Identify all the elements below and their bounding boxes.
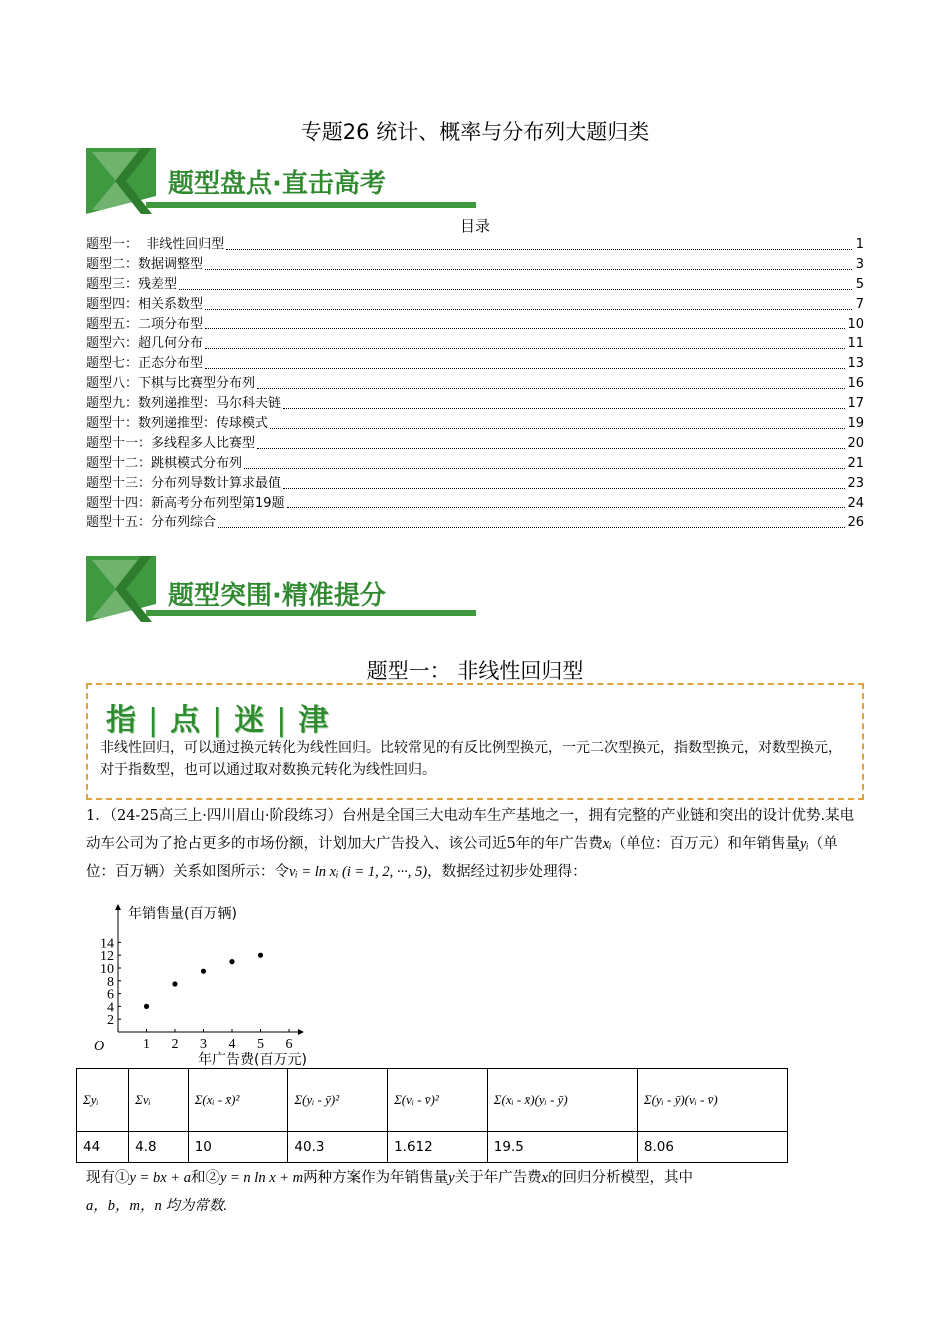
toc-page: 10: [847, 316, 864, 332]
tip-title: 指 | 点 | 迷 | 津: [106, 703, 331, 738]
toc-entry[interactable]: [86, 334, 864, 354]
toc-label: 题型十一：多线程多人比赛型: [86, 435, 256, 451]
toc-leader: [179, 289, 852, 290]
sum-expression: Σ(yᵢ - ȳ)(vᵢ - v̄): [643, 1091, 718, 1107]
toc-label: 题型一： 非线性回归型: [86, 236, 225, 252]
toc-page: 26: [847, 515, 864, 531]
table-cell: 10: [188, 1132, 288, 1163]
toc-entry[interactable]: [86, 394, 864, 414]
toc-entry[interactable]: [86, 434, 864, 454]
toc-label: 题型十四：新高考分布列型第19题: [86, 495, 285, 511]
toc-entry[interactable]: [86, 374, 864, 394]
y-tick-label: 10: [100, 962, 114, 977]
sum-expression: Σ(xᵢ - x̄)(yᵢ - ȳ): [493, 1091, 568, 1107]
toc-page: 19: [847, 416, 864, 431]
problem-text: ，数据经过初步处理得：: [427, 864, 587, 880]
toc-leader: [283, 488, 845, 489]
toc-label: 题型六：超几何分布: [86, 336, 204, 352]
toc-page: 3: [855, 256, 864, 272]
problem-text: （单位：百万元）和年销售量: [611, 836, 800, 852]
toc-entry[interactable]: [86, 494, 864, 514]
problem-text: 关于年广告费: [454, 1170, 542, 1186]
problem-text: 和②: [190, 1170, 220, 1186]
y-tick-label: 14: [100, 936, 114, 952]
toc-entry[interactable]: [86, 315, 864, 335]
banner1-text: 题型盘点·直击高考: [168, 169, 386, 199]
toc-entry[interactable]: [86, 295, 864, 315]
math-x: x: [541, 1170, 549, 1186]
x-tick-label: 2: [171, 1037, 179, 1052]
table-header-row: [77, 1069, 788, 1132]
math-xi: xᵢ: [602, 836, 612, 852]
toc-page: 21: [847, 455, 864, 471]
y-tick-label: 4: [107, 1000, 114, 1016]
toc-label: 题型七：正态分布型: [86, 356, 204, 372]
toc-entry[interactable]: [86, 414, 864, 434]
toc-page: 13: [847, 356, 864, 372]
sum-expression: Σ(xᵢ - x̄)²: [194, 1091, 240, 1107]
x-tick-label: 4: [228, 1037, 236, 1052]
toc-label: 题型四：相关系数型: [86, 296, 204, 312]
y-axis-label: 年销售量(百万辆): [128, 906, 237, 922]
math-model-2: y = n ln x + m: [219, 1170, 304, 1186]
toc-heading: 目录: [459, 217, 490, 235]
toc-leader: [205, 328, 845, 329]
tip-char: 指: [106, 703, 138, 738]
toc-entry[interactable]: [86, 474, 864, 494]
problem-constants: a，b，m，n 均为常数.: [86, 1198, 227, 1214]
tip-text: 非线性回归，可以通过换元转化为线性回归。比较常见的有反比例型换元，一元二次型换元，指数型换元，对数型换元，对于指数型，也可以通过取对数换元转化为线性回归。: [100, 740, 842, 778]
toc-leader: [257, 388, 845, 389]
x-axis-label: 年广告费(百万元): [198, 1052, 307, 1068]
toc-label: 题型十：数列递推型：传球模式: [86, 416, 269, 431]
tip-char: 迷: [234, 703, 267, 738]
document-title: 专题26 统计、概率与分布列大题归类: [300, 120, 650, 144]
y-tick-label: 2: [107, 1013, 114, 1029]
problem-text: 1．（24-25高三上·四川眉山·阶段练习）台州是全国三大电动车生产基地之一，拥有完整的产业链和突出的设计优势.某电动车公司为了抢占更多的市场份额，计划加大广告投入、该公司近5年的年广告费: [86, 808, 855, 852]
toc-leader: [244, 468, 845, 469]
problem-text: 现有①: [86, 1170, 130, 1186]
math-model-1: y = bx + a: [129, 1170, 191, 1186]
table-header-cell: [388, 1069, 488, 1132]
toc-label: 题型十二：跳棋模式分布列: [86, 455, 243, 471]
sum-expression: Σ(vᵢ - v̄)²: [394, 1091, 439, 1107]
problem-statement: [86, 802, 864, 886]
y-tick-label: 8: [107, 974, 114, 990]
table-header-cell: [129, 1069, 189, 1132]
toc-leader: [205, 269, 852, 270]
toc-page: 1: [855, 236, 864, 252]
tip-char: 点: [170, 703, 203, 738]
toc-entry[interactable]: [86, 354, 864, 374]
x-tick-label: 1: [143, 1037, 150, 1052]
toc-label: 题型九：数列递推型：马尔科夫链: [86, 396, 282, 412]
data-point: [258, 953, 263, 958]
toc-leader: [205, 309, 852, 310]
toc-leader: [283, 408, 845, 409]
x-tick-label: 6: [285, 1037, 293, 1052]
sum-expression: Σ(yᵢ - ȳ)²: [294, 1091, 340, 1107]
toc-label: 题型三：残差型: [86, 276, 178, 292]
toc-page: 7: [855, 296, 864, 312]
problem-text: 两种方案作为年销售量: [303, 1170, 449, 1186]
statistics-table: [76, 1068, 788, 1163]
table-cell: 40.3: [288, 1132, 388, 1163]
math-yi: yᵢ: [799, 836, 809, 852]
toc-leader: [270, 428, 845, 429]
sum-expression: Σyᵢ: [83, 1091, 99, 1107]
toc-leader: [257, 448, 845, 449]
toc-leader: [218, 527, 845, 528]
table-header-cell: [288, 1069, 388, 1132]
section-title: 题型一： 非线性回归型: [366, 659, 584, 683]
toc-page: 5: [855, 276, 864, 292]
problem-text: 的回归分析模型，其中: [548, 1170, 694, 1186]
table-cell: 44: [77, 1132, 129, 1163]
toc-leader: [226, 249, 852, 250]
math-y: y: [448, 1170, 455, 1186]
toc-entry[interactable]: [86, 275, 864, 295]
data-point: [201, 969, 206, 974]
table-header-cell: [637, 1069, 787, 1132]
tip-char: 津: [298, 703, 331, 738]
sum-expression: Σvᵢ: [135, 1091, 151, 1107]
toc-label: 题型八：下棋与比赛型分布列: [86, 376, 256, 392]
toc-page: 23: [847, 475, 864, 491]
data-point: [172, 981, 177, 986]
origin-label: O: [94, 1039, 105, 1054]
toc-page: 20: [847, 435, 864, 451]
toc-page: 16: [847, 376, 864, 392]
table-header-cell: [77, 1069, 129, 1132]
table-header-cell: [188, 1069, 288, 1132]
toc-entry[interactable]: [86, 235, 864, 255]
table-cell: 8.06: [637, 1132, 787, 1163]
toc-page: 24: [847, 495, 864, 511]
math-substitution: vᵢ = ln xᵢ (i = 1, 2, ···, 5): [289, 864, 428, 880]
table-cell: 19.5: [487, 1132, 637, 1163]
toc-leader: [287, 507, 846, 508]
toc-entry[interactable]: [86, 454, 864, 474]
toc-label: 题型二：数据调整型: [86, 256, 204, 272]
scatter-chart: [86, 898, 346, 1068]
table-cell: 4.8: [129, 1132, 189, 1163]
data-point: [144, 1004, 149, 1009]
tip-box: [86, 683, 864, 800]
toc-label: 题型五：二项分布型: [86, 316, 204, 332]
toc-leader: [205, 348, 845, 349]
toc-label: 题型十五：分布列综合: [86, 515, 217, 531]
banner-section-overview: [86, 148, 476, 214]
data-point: [229, 959, 234, 964]
y-tick-label: 6: [107, 987, 114, 1003]
toc-entry[interactable]: [86, 513, 864, 533]
toc-leader: [205, 368, 845, 369]
problem-text: （单位：百万辆）关系如图所示：令: [86, 836, 838, 880]
x-axis-arrow: [298, 1029, 304, 1035]
toc-page: 11: [847, 336, 864, 352]
table-cell: 1.612: [388, 1132, 488, 1163]
y-axis-arrow: [115, 904, 121, 910]
banner-section-breakthrough: [86, 556, 476, 622]
table-of-contents: [86, 235, 864, 533]
x-tick-label: 5: [257, 1037, 264, 1052]
toc-label: 题型十三：分布列导数计算求最值: [86, 475, 282, 491]
toc-entry[interactable]: [86, 255, 864, 275]
toc-page: 17: [847, 396, 864, 412]
banner2-text: 题型突围·精准提分: [168, 581, 386, 611]
table-value-row: [77, 1132, 788, 1163]
x-tick-label: 3: [200, 1037, 207, 1052]
problem-models: [86, 1164, 864, 1220]
y-tick-label: 12: [100, 949, 114, 965]
table-header-cell: [487, 1069, 637, 1132]
